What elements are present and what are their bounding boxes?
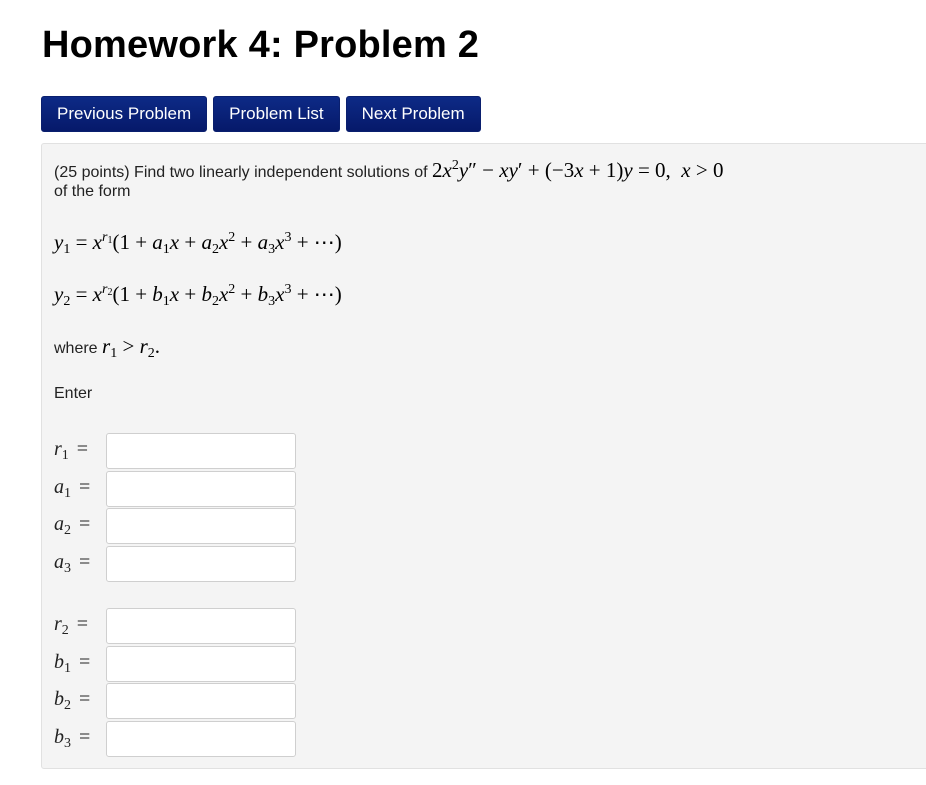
of-the-form-text: of the form [54,183,131,200]
problem-intro: (25 points) Find two linearly independent solutions of [54,164,428,181]
answer-row-b2 [54,682,296,720]
problem-list-button[interactable]: Problem List [213,96,339,132]
answer-row-b1 [54,645,296,683]
answer-row-b3 [54,720,296,758]
answer-row-r2 [54,607,296,645]
r2-input[interactable] [106,608,296,644]
where-condition: where $r_1 > r_2$. [54,334,160,361]
answer-label-r2: $r_2$ = [54,613,89,638]
answer-label-a2: $a_2$ = [54,513,91,538]
problem-statement [54,158,723,183]
a3-input[interactable] [106,546,296,582]
solution-form-y2: $y_2 = x^{r_2}(1 + b_1x + b_2x^2 + b_3x^3$ + ⋯) [54,282,342,309]
answer-label-b2: $b_2$ = [54,688,91,713]
previous-problem-button[interactable]: Previous Problem [41,96,207,132]
answer-row-a2 [54,507,296,545]
b1-input[interactable] [106,646,296,682]
answer-label-b3: $b_3$ = [54,726,91,751]
next-problem-button[interactable]: Next Problem [346,96,481,132]
enter-label: Enter [54,385,93,402]
r1-input[interactable] [106,433,296,469]
answer-row-a1 [54,470,296,508]
answer-label-a3: $a_3$ = [54,551,91,576]
answer-row-r1 [54,432,296,470]
r-inequality: $r_1 > r_2$. [102,334,160,361]
answer-label-a1: $a_1$ = [54,476,91,501]
a2-input[interactable] [106,508,296,544]
answer-label-r1: $r_1$ = [54,438,89,463]
page-title: Homework 4: Problem 2 [42,24,480,66]
ode-equation: $2x^2y'' - xy' + (-3x + 1)y = 0$, x > 0 [432,158,724,182]
a1-input[interactable] [106,471,296,507]
b3-input[interactable] [106,721,296,757]
answer-row-a3 [54,545,296,583]
b2-input[interactable] [106,683,296,719]
solution-form-y1: $y_1 = x^{r_1}(1 + a_1x + a_2x^2 + a_3x^3$ + ⋯) [54,230,342,257]
problem-navigation [41,96,481,132]
answer-label-b1: $b_1$ = [54,651,91,676]
problem-body [41,143,926,769]
